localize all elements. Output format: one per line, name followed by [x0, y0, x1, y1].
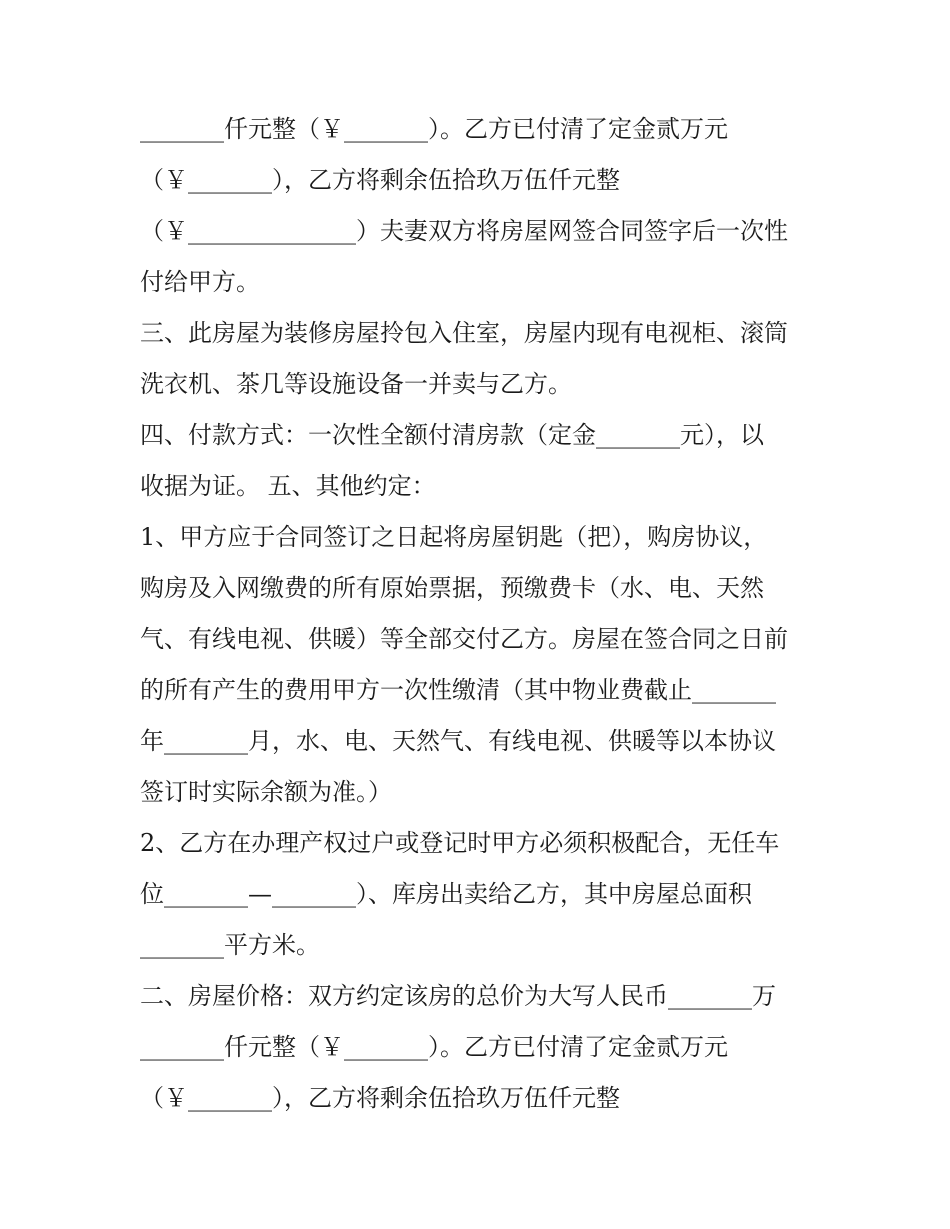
contract-text-body	[140, 104, 830, 1124]
text-line: 付给甲方。	[140, 268, 260, 296]
text-line: （￥______________）夫妻双方将房屋网签合同签字后一次性	[140, 217, 788, 245]
text-line: 三、此房屋为装修房屋拎包入住室，房屋内现有电视柜、滚筒	[140, 319, 788, 347]
text-line: 四、付款方式：一次性全额付清房款（定金_______元），以	[140, 421, 764, 449]
text-line: 洗衣机、茶几等设施设备一并卖与乙方。	[140, 370, 572, 398]
text-line: 2、乙方在办理产权过户或登记时甲方必须积极配合，无任车	[140, 829, 780, 857]
text-line: 购房及入网缴费的所有原始票据，预缴费卡（水、电、天然	[140, 574, 764, 602]
text-line: 收据为证。 五、其他约定：	[140, 472, 436, 500]
text-line: （￥_______），乙方将剩余伍拾玖万伍仟元整	[140, 166, 620, 194]
text-line: 位_______—_______）、库房出卖给乙方，其中房屋总面积	[140, 880, 752, 908]
text-line: 年_______月，水、电、天然气、有线电视、供暖等以本协议	[140, 727, 776, 755]
text-line: 二、房屋价格：双方约定该房的总价为大写人民币_______万	[140, 982, 776, 1010]
text-line: 1、甲方应于合同签订之日起将房屋钥匙（把），购房协议，	[140, 523, 768, 551]
text-line: 气、有线电视、供暖）等全部交付乙方。房屋在签合同之日前	[140, 625, 788, 653]
text-line: （￥_______），乙方将剩余伍拾玖万伍仟元整	[140, 1084, 620, 1112]
text-line: 的所有产生的费用甲方一次性缴清（其中物业费截止_______	[140, 676, 776, 704]
text-line: 签订时实际余额为准。）	[140, 778, 392, 806]
text-line: _______平方米。	[140, 931, 320, 959]
text-line: _______仟元整（￥_______）。乙方已付清了定金贰万元	[140, 1033, 728, 1061]
text-line: _______仟元整（￥_______）。乙方已付清了定金贰万元	[140, 115, 728, 143]
